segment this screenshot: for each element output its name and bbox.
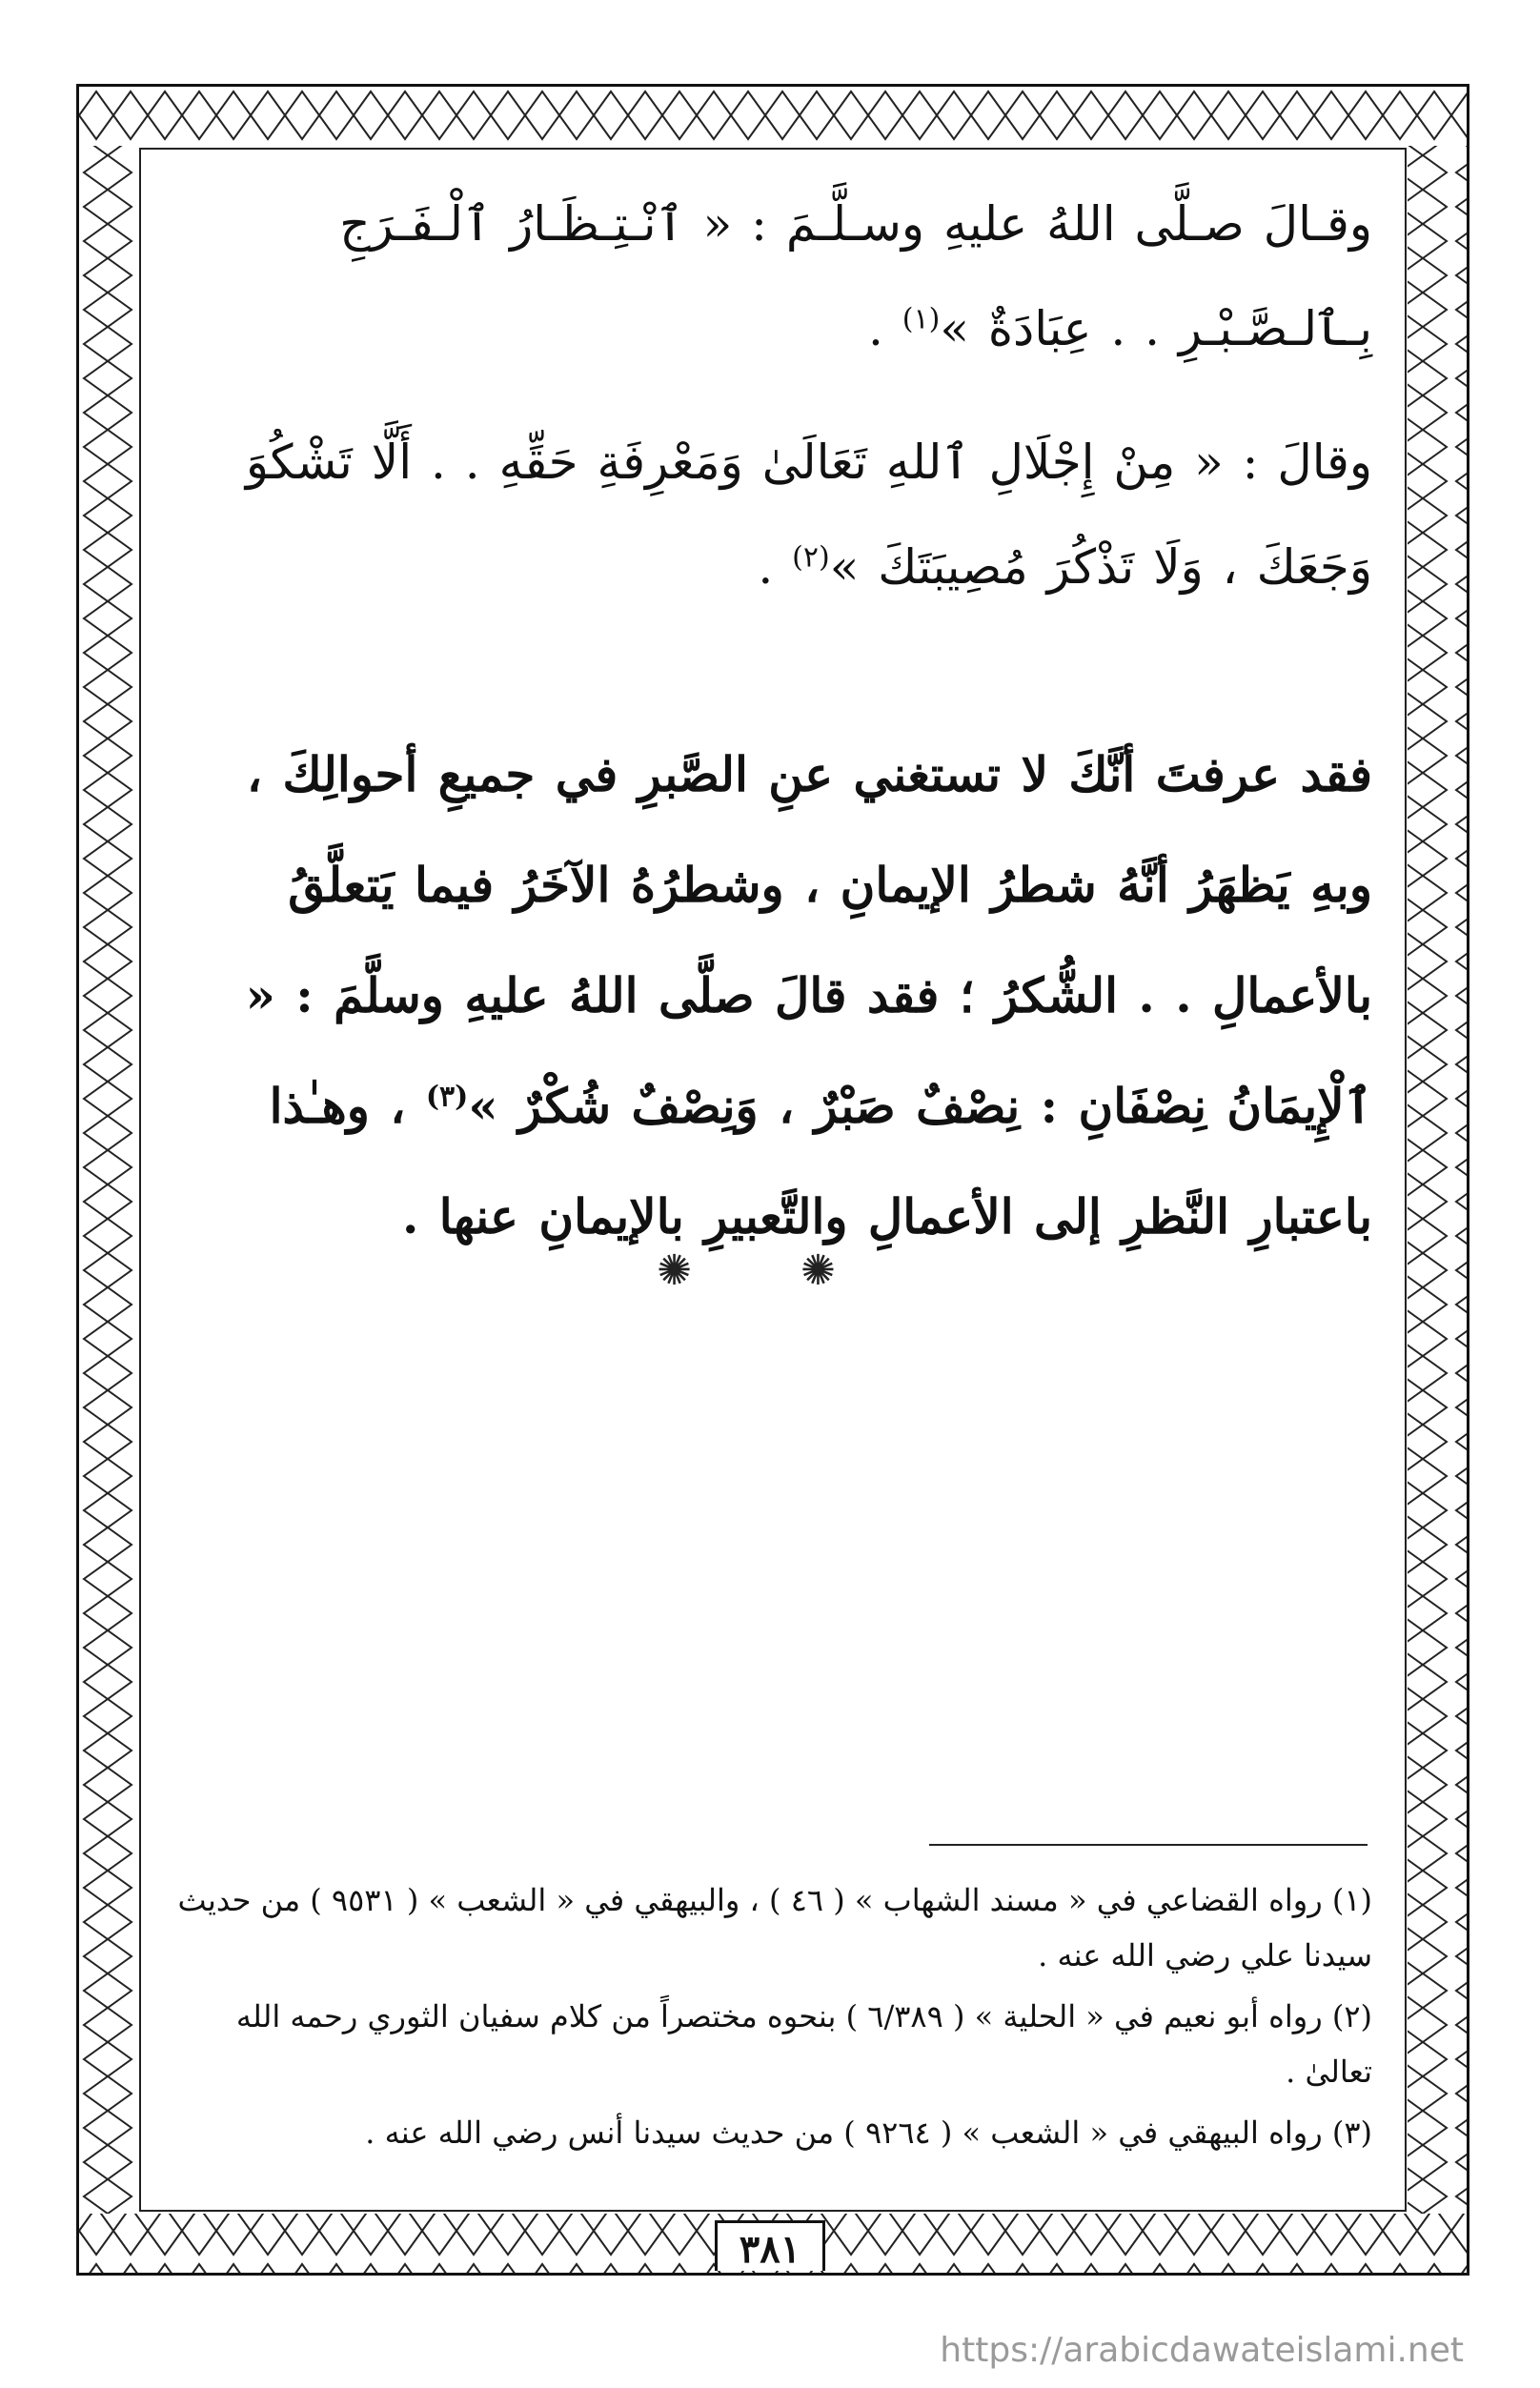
watermark-url: https://arabicdawateislami.net [940, 2331, 1464, 2370]
footnote-separator [929, 1844, 1368, 1846]
paragraph-3-text: فقد عرفتَ أنَّكَ لا تستغني عنِ الصَّبرِ في جميعِ أحوالِكَ ، وبهِ يَظهَرُ أنَّهُ شطرُ الإيمانِ ، وشطرُهُ الآخَرُ فيما يَتعلَّقُ بالأعمالِ . . الشُّكرُ ؛ فقد قالَ صلَّى اللهُ عليهِ وسلَّمَ : « ٱلْإِيمَانُ نِصْفَانِ : نِصْفٌ صَبْرٌ ، وَنِصْفٌ شُكْرٌ » [245, 746, 1372, 1134]
footnote-1: (١) رواه القضاعي في « مسند الشهاب » ( ٤٦ ) ، والبيهقي في « الشعب » ( ٩٥٣١ ) من حديث سيدنا علي رضي الله عنه . [177, 1882, 1372, 1973]
paragraph-2-text: وقالَ : « مِنْ إِجْلَالِ ٱللهِ تَعَالَىٰ وَمَعْرِفَةِ حَقِّهِ . . أَلَّا تَشْكُوَ وَجَعَكَ ، وَلَا تَذْكُرَ مُصِيبَتَكَ » [245, 435, 1372, 595]
footnote-2: (٢) رواه أبو نعيم في « الحلية » ( ٦/٣٨٩ ) بنحوه مختصراً من كلام سفيان الثوري رحمه الله تعالىٰ . [235, 1998, 1372, 2090]
page-number: ٣٨١ [715, 2220, 825, 2271]
paragraph-3-end: ، وهـٰذا باعتبارِ النَّظرِ إلى الأعمالِ والتَّعبيرِ بالإيمانِ عنها . [269, 1078, 1372, 1245]
footnote-3: (٣) رواه البيهقي في « الشعب » ( ٩٢٦٤ ) من حديث سيدنا أنس رضي الله عنه . [365, 2115, 1372, 2151]
main-text [176, 172, 1372, 1301]
footnote-ref-2[interactable]: (٢) [792, 540, 830, 575]
section-divider-ornament: ✺ ✺ [657, 1246, 883, 1295]
footnotes [176, 1872, 1372, 2166]
footnote-ref-3[interactable]: (٣) [425, 1080, 469, 1114]
paragraph-2 [176, 410, 1372, 619]
paragraph-3 [176, 719, 1372, 1272]
paragraph-1-end: . [867, 301, 902, 356]
paragraph-2-end: . [758, 539, 793, 595]
paragraph-1 [176, 172, 1372, 381]
paragraph-1-text: وقـالَ صـلَّى اللهُ عليهِ وسـلَّـمَ : « ٱنْـتِـظَـارُ ٱلْـفَـرَجِ بِـٱلـصَّـبْـرِ . . عِبَادَةٌ » [339, 196, 1372, 356]
footnote-ref-1[interactable]: (١) [902, 302, 941, 336]
